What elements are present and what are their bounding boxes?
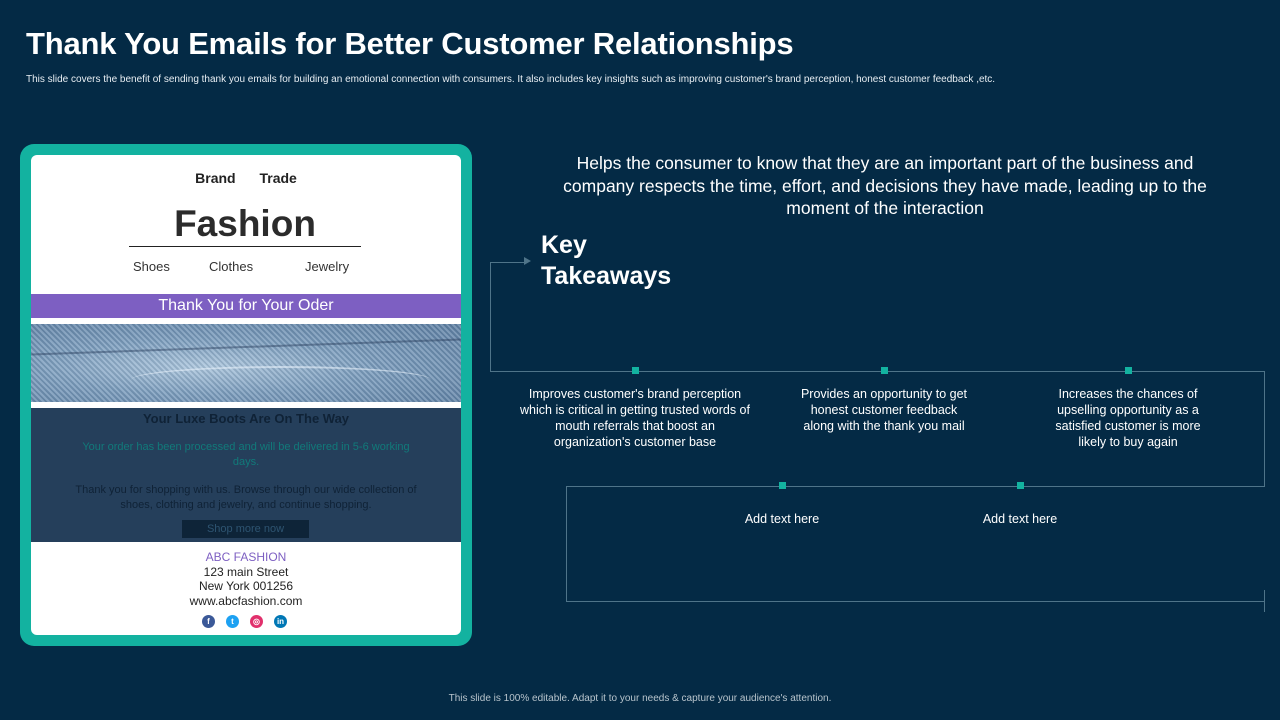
connector-line: [566, 601, 1265, 602]
slide-subtitle: This slide covers the benefit of sending thank you emails for building an emotional connection with consumers. It also includes key insights such as improving customer's brand perception, honest customer feedback ,etc.: [26, 74, 996, 85]
node-dot: [881, 367, 888, 374]
key-title-line2: Takeaways: [541, 262, 672, 290]
takeaway-feedback: Provides an opportunity to get honest customer feedback along with the thank you mail: [800, 387, 968, 433]
connector-line: [490, 262, 526, 263]
social-icons: [202, 615, 287, 628]
node-dot: [632, 367, 639, 374]
node-dot: [779, 482, 786, 489]
trade-word: Trade: [259, 170, 297, 186]
denim-seam: [31, 338, 461, 355]
thank-you-banner: Thank You for Your Oder: [31, 294, 461, 318]
address-street: 123 main Street: [203, 564, 289, 579]
connector-line: [490, 371, 1264, 372]
takeaway-brand-perception: Improves customer's brand perception which is critical in getting trusted words of mouth referrals that boost an organization's customer base: [520, 387, 750, 449]
connector-line: [490, 262, 491, 372]
category-jewelry[interactable]: Jewelry: [305, 259, 350, 274]
instagram-icon[interactable]: ◎: [250, 615, 263, 628]
company-website[interactable]: www.abcfashion.com: [189, 593, 303, 608]
category-clothes[interactable]: Clothes: [209, 259, 254, 274]
email-mockup: [31, 155, 461, 635]
node-dot: [1125, 367, 1132, 374]
fashion-logo: Fashion: [129, 203, 361, 247]
denim-pocket-stitch: [131, 366, 431, 394]
order-thanks-text: Thank you for shopping with us. Browse through our wide collection of shoes, clothing and jewelry, and continue shopping.: [75, 484, 417, 511]
add-text-placeholder[interactable]: Add text here: [982, 512, 1058, 526]
connector-line: [1264, 590, 1265, 612]
linkedin-icon[interactable]: in: [274, 615, 287, 628]
key-takeaways-title: [541, 230, 671, 292]
company-name: ABC FASHION: [205, 550, 287, 564]
takeaway-upselling: Increases the chances of upselling opportunity as a satisfied customer is more likely to buy again: [1055, 387, 1201, 449]
email-mockup-frame: [20, 144, 472, 646]
order-status-text: Your order has been processed and will be delivered in 5-6 working days.: [82, 441, 410, 468]
order-panel-title: Your Luxe Boots Are On The Way: [142, 411, 350, 426]
facebook-icon[interactable]: f: [202, 615, 215, 628]
brand-word: Brand: [195, 170, 236, 186]
slide-title: Thank You Emails for Better Customer Relationships: [26, 26, 794, 61]
category-shoes[interactable]: Shoes: [133, 259, 170, 274]
slide-footer: This slide is 100% editable. Adapt it to your needs & capture your audience's attention.: [448, 693, 832, 704]
twitter-icon[interactable]: t: [226, 615, 239, 628]
shop-more-button[interactable]: Shop more now: [182, 520, 309, 538]
arrow-head-icon: [524, 257, 531, 265]
key-title-line1: Key: [541, 231, 587, 259]
brand-row: [31, 170, 461, 186]
connector-line: [1264, 371, 1265, 487]
company-address: [31, 550, 461, 608]
denim-image: [31, 324, 461, 402]
node-dot: [1017, 482, 1024, 489]
order-message-panel: [31, 408, 461, 542]
address-city: New York 001256: [198, 579, 294, 593]
add-text-placeholder[interactable]: Add text here: [744, 512, 820, 526]
takeaways-headline: Helps the consumer to know that they are an important part of the business and company respects the time, effort, and decisions they have made, leading up to the moment of the interaction: [563, 153, 1207, 218]
connector-line: [566, 486, 1265, 487]
connector-line: [566, 486, 567, 602]
